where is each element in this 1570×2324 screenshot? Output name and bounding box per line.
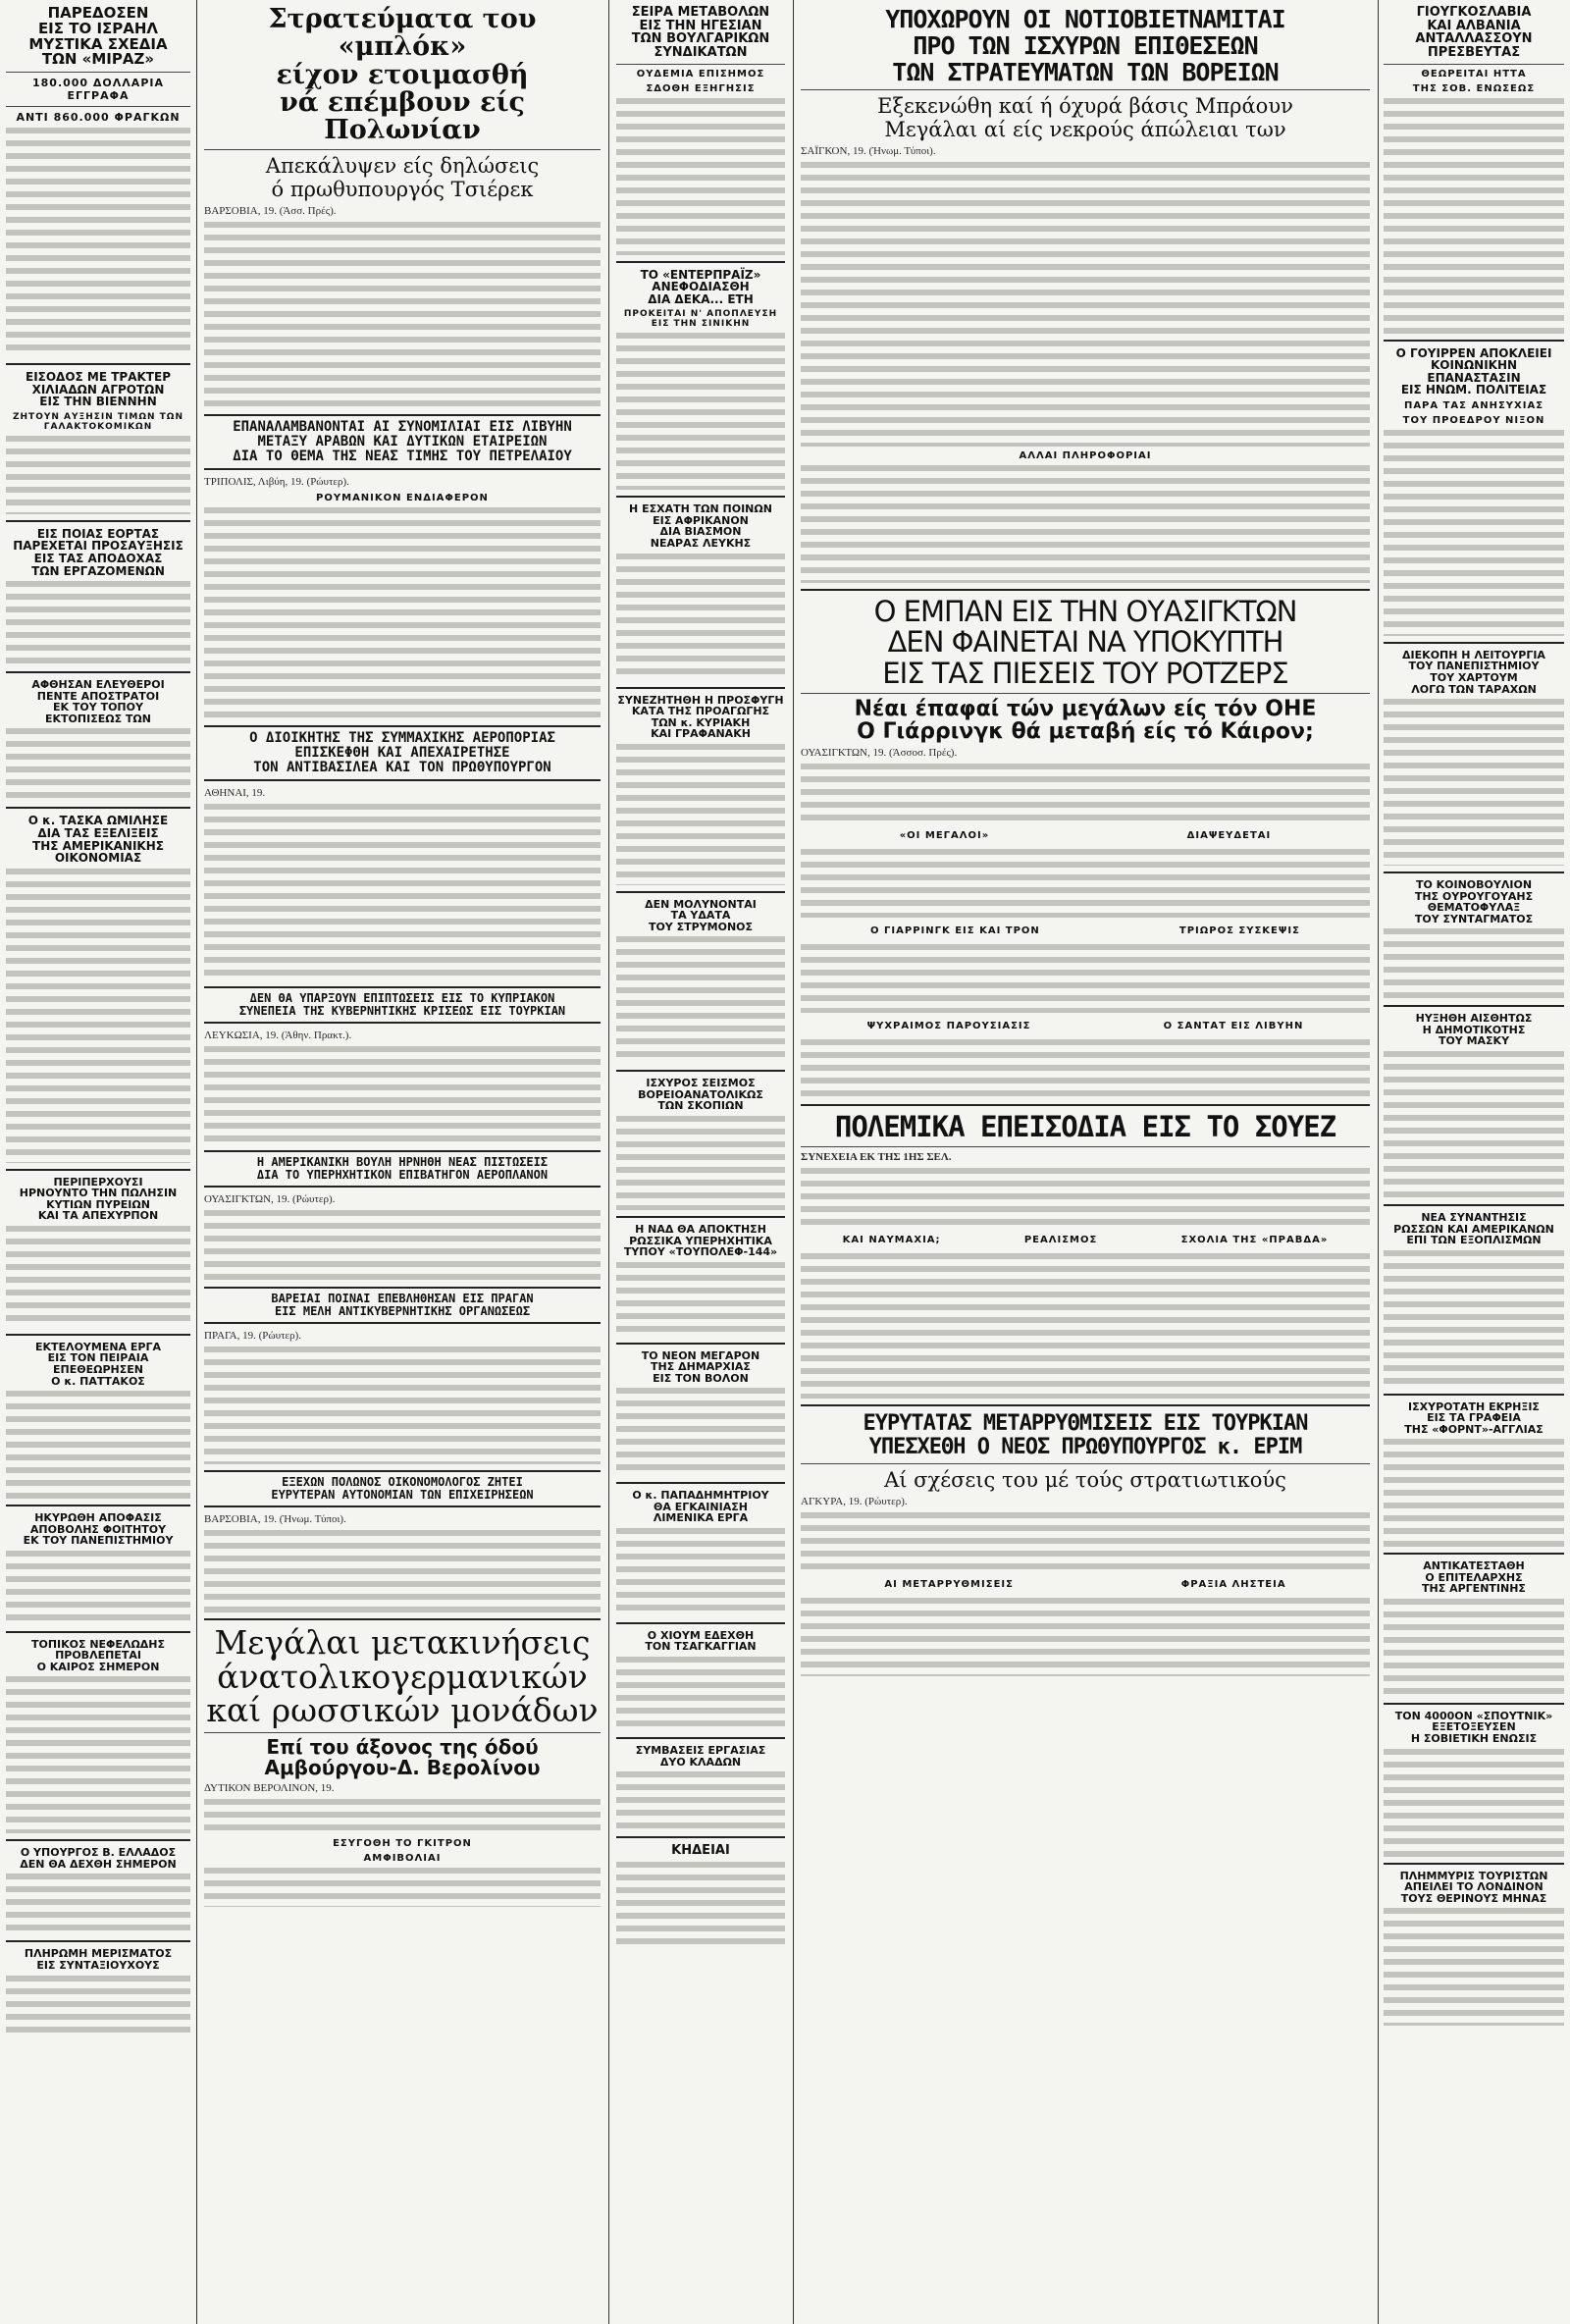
article-body — [1384, 98, 1564, 334]
column-rule — [608, 0, 609, 2324]
headline-col3-12: ΚΗΔΕΙΑΙ — [671, 1843, 730, 1859]
article-body — [801, 1253, 1370, 1399]
article-body — [616, 936, 785, 1064]
headline-col2-2: ΕΠΑΝΑΛΑΜΒΑΝΟΝΤΑΙ ΑΙ ΣΥΝΟΜΙΛΙΑΙ ΕΙΣ ΛΙΒΥΗΝ ΜΕΤΑΞΥ ΑΡΑΒΩΝ ΚΑΙ ΔΥΤΙΚΩΝ ΕΤΑΙΡΕΙΩΝ ΔΙΑ ΤΟ ΘΕΜΑ ΤΗΣ ΝΕΑΣ ΤΙΜΗΣ ΤΟΥ ΠΕΤΡΕΛΑΙΟΥ — [204, 414, 601, 470]
article-body — [1384, 1908, 1564, 2026]
article-body — [616, 1116, 785, 1210]
article-body — [204, 222, 601, 408]
headline-col5-1: ΓΙΟΥΓΚΟΣΛΑΒΙΑ ΚΑΙ ΑΛΒΑΝΙΑ ΑΝΤΑΛΛΑΣΣΟΥΝ ΠΡΕΣΒΕΥΤΑΣ — [1415, 5, 1533, 60]
article-body — [616, 1262, 785, 1337]
article-body — [204, 1530, 601, 1612]
article-body — [204, 1347, 601, 1464]
headline-col3-2: ΤΟ «ΕΝΤΕΡΠΡΑΪΖ» ΑΝΕΦΟΔΙΑΣΘΗ ΔΙΑ ΔΕΚΑ... ΕΤΗ — [640, 267, 761, 306]
headline-col2-5: Η ΑΜΕΡΙΚΑΝΙΚΗ ΒΟΥΛΗ ΗΡΝΗΘΗ ΝΕΑΣ ΠΙΣΤΩΣΕΙΣ ΔΙΑ ΤΟ ΥΠΕΡΗΧΗΤΙΚΟΝ ΕΠΙΒΑΤΗΓΟΝ ΑΕΡΟΠΛΑΝΟΝ — [204, 1150, 601, 1188]
article-body — [6, 869, 190, 1163]
headline-col3-10: Ο ΧΙΟΥΜ ΕΔΕΧΘΗ ΤΟΝ ΤΣΑΓΚΑΓΓΙΑΝ — [645, 1628, 757, 1654]
article-body — [616, 98, 785, 255]
article-body — [801, 764, 1370, 822]
column-1: ΠΑΡΕΔΟΣΕΝ ΕΙΣ ΤΟ ΙΣΡΑΗΛ ΜΥΣΤΙΚΑ ΣΧΕΔΙΑ ΤΩΝ «ΜΙΡΑΖ» 180.000 ΔΟΛΛΑΡΙΑ ΕΓΓΡΑΦΑ ΑΝΤΙ 860.000 ΦΡΑΓΚΩΝ ΕΙΣΟΔΟΣ ΜΕ ΤΡΑΚΤΕΡ ΧΙΛΙΑΔΩΝ ΑΓΡΟΤΩΝ ΕΙΣ ΤΗΝ ΒΙΕΝΝΗΝ ΖΗΤΟΥΝ ΑΥΞΗΣΙΝ ΤΙΜΩΝ ΤΩΝ ΓΑΛΑΚΤΟΚΟΜΙΚΩΝ ΕΙΣ ΠΟΙΑΣ ΕΟΡΤΑΣ ΠΑΡΕΧΕΤΑΙ ΠΡΟΣΑΥΞΗΣΙΣ ΕΙΣ ΤΑΣ ΑΠΟΔΟΧΑΣ ΤΩΝ ΕΡΓΑΖΟΜΕΝΩΝ ΑΦΘΗΣΑΝ ΕΛΕΥΘΕΡΟΙ ΠΕΝΤΕ ΑΠΟΣΤΡΑΤΟΙ ΕΚ ΤΟΥ ΤΟΠΟΥ ΕΚΤΟΠΙΣΕΩΣ ΤΩΝ Ο κ. ΤΑΣΚΑ ΩΜΙΛΗΣΕ ΔΙΑ ΤΑΣ ΕΞΕΛΙΞΕΙΣ ΤΗΣ ΑΜΕΡΙΚΑΝΙΚΗΣ ΟΙΚΟΝΟΜΙΑΣ ΠΕΡΙΠΕΡΧΟΥΣΙ ΗΡΝΟΥΝΤΟ ΤΗΝ ΠΩΛΗΣΙΝ ΚΥΤΙΩΝ ΠΥΡΕΙΩΝ ΚΑΙ ΤΑ ΑΠΕΧΥΡΠΟΝ ΕΚΤΕΛΟΥΜΕΝΑ ΕΡΓΑ ΕΙΣ ΤΟΝ ΠΕΙΡΑΙΑ ΕΠΕΘΕΩΡΗΣΕΝ Ο κ. ΠΑΤΤΑΚΟΣ ΗΚΥΡΩΘΗ ΑΠΟΦΑΣΙΣ ΑΠΟΒΟΛΗΣ ΦΟΙΤΗΤΟΥ ΕΚ ΤΟΥ ΠΑΝΕΠΙΣΤΗΜΙΟΥ ΤΟΠΙΚΟΣ ΝΕΦΕΛΩΔΗΣ ΠΡΟΒΛΕΠΕΤΑΙ Ο ΚΑΙΡΟΣ ΣΗΜΕΡΟΝ Ο ΥΠΟΥΡΓΟΣ Β. ΕΛΛΑΔΟΣ ΔΕΝ ΘΑ ΔΕΧΘΗ ΣΗΜΕΡΟΝ ΠΛΗΡΩΜΗ ΜΕΡΙΣΜΑΤΟΣ ΕΙΣ ΣΥΝΤΑΞΙΟΥΧΟΥΣ — [6, 0, 190, 2038]
article-body — [801, 1598, 1370, 1676]
headline-col3-8: ΤΟ ΝΕΟΝ ΜΕΓΑΡΟΝ ΤΗΣ ΔΗΜΑΡΧΙΑΣ ΕΙΣ ΤΟΝ ΒΟΛΟΝ — [641, 1348, 760, 1385]
article-body — [801, 1039, 1370, 1098]
headline-col3-1: ΣΕΙΡΑ ΜΕΤΑΒΟΛΩΝ ΕΙΣ ΤΗΝ ΗΓΕΣΙΑΝ ΤΩΝ ΒΟΥΛΓΑΡΙΚΩΝ ΣΥΝΔΙΚΑΤΩΝ — [631, 5, 770, 60]
headline-col1-7: ΕΚΤΕΛΟΥΜΕΝΑ ΕΡΓΑ ΕΙΣ ΤΟΝ ΠΕΙΡΑΙΑ ΕΠΕΘΕΩΡΗΣΕΝ Ο κ. ΠΑΤΤΑΚΟΣ — [35, 1340, 161, 1388]
article-body — [801, 162, 1370, 447]
article-body — [616, 744, 785, 885]
headline-col5-5: ΗΥΞΗΘΗ ΑΙΣΘΗΤΩΣ Η ΔΗΜΟΤΙΚΟΤΗΣ ΤΟΥ ΜΑΣΚΥ — [1415, 1012, 1533, 1048]
article-body — [1384, 699, 1564, 866]
article-body — [6, 581, 190, 665]
article-body — [204, 1799, 601, 1834]
article-body — [6, 1391, 190, 1499]
headline-col3-3: Η ΕΣΧΑΤΗ ΤΩΝ ΠΟΙΝΩΝ ΕΙΣ ΑΦΡΙΚΑΝΟΝ ΔΙΑ ΒΙΑΣΜΟΝ ΝΕΑΡΑΣ ΛΕΥΚΗΣ — [629, 502, 772, 550]
headline-col1-3: ΕΙΣ ΠΟΙΑΣ ΕΟΡΤΑΣ ΠΑΡΕΧΕΤΑΙ ΠΡΟΣΑΥΞΗΣΙΣ ΕΙΣ ΤΑΣ ΑΠΟΔΟΧΑΣ ΤΩΝ ΕΡΓΑΖΟΜΕΝΩΝ — [13, 526, 183, 578]
headline-col4-4: ΕΥΡΥΤΑΤΑΣ ΜΕΤΑΡΡΥΘΜΙΣΕΙΣ ΕΙΣ ΤΟΥΡΚΙΑΝ ΥΠΕΣΧΕΘΗ Ο ΝΕΟΣ ΠΡΩΘΥΠΟΥΡΓΟΣ κ. ΕΡΙΜ — [863, 1411, 1308, 1460]
article-body — [1384, 430, 1564, 636]
headline-col2-1: Στρατεύματα του «μπλόκ» είχον ετοιμασθή νά επέμβουν είς Πολωνίαν — [268, 4, 537, 146]
article-body — [204, 1046, 601, 1144]
headline-col5-7: ΙΣΧΥΡΟΤΑΤΗ ΕΚΡΗΞΙΣ ΕΙΣ ΤΑ ΓΡΑΦΕΙΑ ΤΗΣ «ΦΟΡΝΤ»-ΑΓΓΛΙΑΣ — [1404, 1400, 1544, 1436]
headline-col5-4: ΤΟ ΚΟΙΝΟΒΟΥΛΙΟΝ ΤΗΣ ΟΥΡΟΥΓΟΥΑΗΣ ΘΕΜΑΤΟΦΥΛΑΞ ΤΟΥ ΣΥΝΤΑΓΜΑΤΟΣ — [1414, 878, 1534, 925]
column-4: ΥΠΟΧΩΡΟΥΝ ΟΙ ΝΟΤΙΟΒΙΕΤΝΑΜΙΤΑΙ ΠΡΟ ΤΩΝ ΙΣΧΥΡΩΝ ΕΠΙΘΕΣΕΩΝ ΤΩΝ ΣΤΡΑΤΕΥΜΑΤΩΝ ΤΩΝ ΒΟΡΕΙΩΝ Εξεκενώθη καί ή όχυρά βάσις Μπράουν Μεγάλαι αί είς νεκρούς άπώλειαι των ΣΑΪΓΚΟΝ, 19. (Ήνωμ. Τύποι). ΑΛΛΑΙ ΠΛΗΡΟΦΟΡΙΑΙ Ο ΕΜΠΑΝ ΕΙΣ ΤΗΝ ΟΥΑΣΙΓΚΤΩΝ ΔΕΝ ΦΑΙΝΕΤΑΙ ΝΑ ΥΠΟΚΥΠΤΗ ΕΙΣ ΤΑΣ ΠΙΕΣΕΙΣ ΤΟΥ ΡΟΤΖΕΡΣ Νέαι έπαφαί τών μεγάλων είς τόν ΟΗΕ Ο Γιάρρινγκ θά μεταβή είς τό Κάιρον; ΟΥΑΣΙΓΚΤΩΝ, 19. (Άσσοσ. Πρές). «ΟΙ ΜΕΓΑΛΟΙ» ΔΙΑΨΕΥΔΕΤΑΙ Ο ΓΙΑΡΡΙΝΓΚ ΕΙΣ ΚΑΙ ΤΡΟΝ ΤΡΙΩΡΟΣ ΣΥΣΚΕΨΙΣ ΨΥΧΡΑΙΜΟΣ ΠΑΡΟΥΣΙΑΣΙΣ Ο ΣΑΝΤΑΤ ΕΙΣ ΛΙΒΥΗΝ ΠΟΛΕΜΙΚΑ ΕΠΕΙΣΟΔΙΑ ΕΙΣ ΤΟ ΣΟΥΕΖ ΣΥΝΕΧΕΙΑ ΕΚ ΤΗΣ 1ΗΣ ΣΕΛ. ΚΑΙ ΝΑΥΜΑΧΙΑ; ΡΕΑΛΙΣΜΟΣ ΣΧΟΛΙΑ ΤΗΣ «ΠΡΑΒΔΑ» ΕΥΡΥΤΑΤΑΣ ΜΕΤΑΡΡΥΘΜΙΣΕΙΣ ΕΙΣ ΤΟΥΡΚΙΑΝ ΥΠΕΣΧΕΘΗ Ο ΝΕΟΣ ΠΡΩΘΥΠΟΥΡΓΟΣ κ. ΕΡΙΜ Αί σχέσεις του μέ τούς στρατιωτικούς ΑΓΚΥΡΑ, 19. (Ρώυτερ). ΑΙ ΜΕΤΑΡΡΥΘΜΙΣΕΙΣ ΦΡΑΞΙΑ ΛΗΣΤΕΙΑ — [801, 0, 1370, 1680]
article-body — [801, 1168, 1370, 1227]
headline-col5-8: ΑΝΤΙΚΑΤΕΣΤΑΘΗ Ο ΕΠΙΤΕΛΑΡΧΗΣ ΤΗΣ ΑΡΓΕΝΤΙΝΗΣ — [1422, 1559, 1526, 1596]
article-body — [616, 1862, 785, 1950]
column-2: Στρατεύματα του «μπλόκ» είχον ετοιμασθή νά επέμβουν είς Πολωνίαν Απεκάλυψεν είς δηλώσεις ό πρωθυπουργός Τσιέρεκ ΒΑΡΣΟΒΙΑ, 19. (Άσσ. Πρές). ΕΠΑΝΑΛΑΜΒΑΝΟΝΤΑΙ ΑΙ ΣΥΝΟΜΙΛΙΑΙ ΕΙΣ ΛΙΒΥΗΝ ΜΕΤΑΞΥ ΑΡΑΒΩΝ ΚΑΙ ΔΥΤΙΚΩΝ ΕΤΑΙΡΕΙΩΝ ΔΙΑ ΤΟ ΘΕΜΑ ΤΗΣ ΝΕΑΣ ΤΙΜΗΣ ΤΟΥ ΠΕΤΡΕΛΑΙΟΥ ΤΡΙΠΟΛΙΣ, Λιβύη, 19. (Ρώυτερ). ΡΟΥΜΑΝΙΚΟΝ ΕΝΔΙΑΦΕΡΟΝ Ο ΔΙΟΙΚΗΤΗΣ ΤΗΣ ΣΥΜΜΑΧΙΚΗΣ ΑΕΡΟΠΟΡΙΑΣ ΕΠΙΣΚΕΦΘΗ ΚΑΙ ΑΠΕΧΑΙΡΕΤΗΣΕ ΤΟΝ ΑΝΤΙΒΑΣΙΛΕΑ ΚΑΙ ΤΟΝ ΠΡΩΘΥΠΟΥΡΓΟΝ ΑΘΗΝΑΙ, 19. ΔΕΝ ΘΑ ΥΠΑΡΞΟΥΝ ΕΠΙΠΤΩΣΕΙΣ ΕΙΣ ΤΟ ΚΥΠΡΙΑΚΟΝ ΣΥΝΕΠΕΙΑ ΤΗΣ ΚΥΒΕΡΝΗΤΙΚΗΣ ΚΡΙΣΕΩΣ ΕΙΣ ΤΟΥΡΚΙΑΝ ΛΕΥΚΩΣΙΑ, 19. (Άθην. Πρακτ.). Η ΑΜΕΡΙΚΑΝΙΚΗ ΒΟΥΛΗ ΗΡΝΗΘΗ ΝΕΑΣ ΠΙΣΤΩΣΕΙΣ ΔΙΑ ΤΟ ΥΠΕΡΗΧΗΤΙΚΟΝ ΕΠΙΒΑΤΗΓΟΝ ΑΕΡΟΠΛΑΝΟΝ ΟΥΑΣΙΓΚΤΩΝ, 19. (Ρώυτερ). ΒΑΡΕΙΑΙ ΠΟΙΝΑΙ ΕΠΕΒΛΗΘΗΣΑΝ ΕΙΣ ΠΡΑΓΑΝ ΕΙΣ ΜΕΛΗ ΑΝΤΙΚΥΒΕΡΝΗΤΙΚΗΣ ΟΡΓΑΝΩΣΕΩΣ ΠΡΑΓΑ, 19. (Ρώυτερ). ΕΞΕΧΩΝ ΠΟΛΩΝΟΣ ΟΙΚΟΝΟΜΟΛΟΓΟΣ ΖΗΤΕΙ ΕΥΡΥΤΕΡΑΝ ΑΥΤΟΝΟΜΙΑΝ ΤΩΝ ΕΠΙΧΕΙΡΗΣΕΩΝ ΒΑΡΣΟΒΙΑ, 19. (Ήνωμ. Τύποι). Μεγάλαι μετακινήσεις άνατολικογερμανικών καί ρωσσικών μονάδων Επί του άξονος της όδού Αμβούργου-Δ. Βερολίνου ΔΥΤΙΚΟΝ ΒΕΡΟΛΙΝΟΝ, 19. ΕΣΥΓΟΘΗ ΤΟ ΓΚΙΤΡΟΝ ΑΜΦΙΒΟΛΙΑΙ — [204, 0, 601, 1911]
headline-col1-11: ΠΛΗΡΩΜΗ ΜΕΡΙΣΜΑΤΟΣ ΕΙΣ ΣΥΝΤΑΞΙΟΥΧΟΥΣ — [24, 1947, 173, 1973]
headline-col3-11: ΣΥΜΒΑΣΕΙΣ ΕΡΓΑΣΙΑΣ ΔΥΟ ΚΛΑΔΩΝ — [635, 1744, 766, 1769]
article-body — [616, 1528, 785, 1616]
article-body — [616, 1771, 785, 1830]
headline-col1-1: ΠΑΡΕΔΟΣΕΝ ΕΙΣ ΤΟ ΙΣΡΑΗΛ ΜΥΣΤΙΚΑ ΣΧΕΔΙΑ ΤΩΝ «ΜΙΡΑΖ» — [28, 4, 168, 69]
article-body — [1384, 1250, 1564, 1388]
headline-col2-4: ΔΕΝ ΘΑ ΥΠΑΡΞΟΥΝ ΕΠΙΠΤΩΣΕΙΣ ΕΙΣ ΤΟ ΚΥΠΡΙΑΚΟΝ ΣΥΝΕΠΕΙΑ ΤΗΣ ΚΥΒΕΡΝΗΤΙΚΗΣ ΚΡΙΣΕΩΣ ΕΙΣ ΤΟΥΡΚΙΑΝ — [204, 986, 601, 1024]
article-body — [6, 1976, 190, 2034]
headline-col2-3: Ο ΔΙΟΙΚΗΤΗΣ ΤΗΣ ΣΥΜΜΑΧΙΚΗΣ ΑΕΡΟΠΟΡΙΑΣ ΕΠΙΣΚΕΦΘΗ ΚΑΙ ΑΠΕΧΑΙΡΕΤΗΣΕ ΤΟΝ ΑΝΤΙΒΑΣΙΛΕΑ ΚΑΙ ΤΟΝ ΠΡΩΘΥΠΟΥΡΓΟΝ — [204, 725, 601, 781]
headline-col3-6: ΙΣΧΥΡΟΣ ΣΕΙΣΜΟΣ ΒΟΡΕΙΟΑΝΑΤΟΛΙΚΩΣ ΤΩΝ ΣΚΟΠΙΩΝ — [638, 1077, 763, 1113]
article-body — [1384, 1051, 1564, 1198]
headline-col1-8: ΗΚΥΡΩΘΗ ΑΠΟΦΑΣΙΣ ΑΠΟΒΟΛΗΣ ΦΟΙΤΗΤΟΥ ΕΚ ΤΟΥ ΠΑΝΕΠΙΣΤΗΜΙΟΥ — [23, 1511, 174, 1548]
article-body — [204, 804, 601, 980]
headline-col1-4: ΑΦΘΗΣΑΝ ΕΛΕΥΘΕΡΟΙ ΠΕΝΤΕ ΑΠΟΣΤΡΑΤΟΙ ΕΚ ΤΟΥ ΤΟΠΟΥ ΕΚΤΟΠΙΣΕΩΣ ΤΩΝ — [31, 678, 165, 725]
headline-col5-3: ΔΙΕΚΟΠΗ Η ΛΕΙΤΟΥΡΓΙΑ ΤΟΥ ΠΑΝΕΠΙΣΤΗΜΙΟΥ ΤΟΥ ΧΑΡΤΟΥΜ ΛΟΓΩ ΤΩΝ ΤΑΡΑΧΩΝ — [1402, 648, 1545, 696]
headline-col1-10: Ο ΥΠΟΥΡΓΟΣ Β. ΕΛΛΑΔΟΣ ΔΕΝ ΘΑ ΔΕΧΘΗ ΣΗΜΕΡΟΝ — [20, 1846, 177, 1871]
headline-col1-6: ΠΕΡΙΠΕΡΧΟΥΣΙ ΗΡΝΟΥΝΤΟ ΤΗΝ ΠΩΛΗΣΙΝ ΚΥΤΙΩΝ ΠΥΡΕΙΩΝ ΚΑΙ ΤΑ ΑΠΕΧΥΡΠΟΝ — [19, 1175, 178, 1223]
headline-col4-1: ΥΠΟΧΩΡΟΥΝ ΟΙ ΝΟΤΙΟΒΙΕΤΝΑΜΙΤΑΙ ΠΡΟ ΤΩΝ ΙΣΧΥΡΩΝ ΕΠΙΘΕΣΕΩΝ ΤΩΝ ΣΤΡΑΤΕΥΜΑΤΩΝ ΤΩΝ ΒΟΡΕΙΩΝ — [885, 5, 1285, 86]
article-body — [1384, 1439, 1564, 1547]
headline-col4-2: Ο ΕΜΠΑΝ ΕΙΣ ΤΗΝ ΟΥΑΣΙΓΚΤΩΝ ΔΕΝ ΦΑΙΝΕΤΑΙ ΝΑ ΥΠΟΚΥΠΤΗ ΕΙΣ ΤΑΣ ΠΙΕΣΕΙΣ ΤΟΥ ΡΟΤΖΕΡΣ — [873, 595, 1297, 690]
headline-col1-9: ΤΟΠΙΚΟΣ ΝΕΦΕΛΩΔΗΣ ΠΡΟΒΛΕΠΕΤΑΙ Ο ΚΑΙΡΟΣ ΣΗΜΕΡΟΝ — [30, 1637, 166, 1673]
article-body — [1384, 1599, 1564, 1697]
article-body — [204, 1210, 601, 1281]
headline-col2-8: Μεγάλαι μετακινήσεις άνατολικογερμανικών καί ρωσσικών μονάδων — [206, 1623, 599, 1730]
article-body — [616, 333, 785, 490]
headline-col5-6: ΝΕΑ ΣΥΝΑΝΤΗΣΙΣ ΡΩΣΣΩΝ ΚΑΙ ΑΜΕΡΙΚΑΝΩΝ ΕΠΙ ΤΩΝ ΕΞΟΠΛΙΣΜΩΝ — [1393, 1210, 1554, 1247]
article-body — [1384, 1749, 1564, 1857]
article-body — [6, 1551, 190, 1625]
column-5: ΓΙΟΥΓΚΟΣΛΑΒΙΑ ΚΑΙ ΑΛΒΑΝΙΑ ΑΝΤΑΛΛΑΣΣΟΥΝ ΠΡΕΣΒΕΥΤΑΣ ΘΕΩΡΕΙΤΑΙ ΗΤΤΑ ΤΗΣ ΣΟΒ. ΕΝΩΣΕΩΣ Ο ΓΟΥΙΡΡΕΝ ΑΠΟΚΛΕΙΕΙ ΚΟΙΝΩΝΙΚΗΝ ΕΠΑΝΑΣΤΑΣΙΝ ΕΙΣ ΗΝΩΜ. ΠΟΛΙΤΕΙΑΣ ΠΑΡΑ ΤΑΣ ΑΝΗΣΥΧΙΑΣ ΤΟΥ ΠΡΟΕΔΡΟΥ ΝΙΞΟΝ ΔΙΕΚΟΠΗ Η ΛΕΙΤΟΥΡΓΙΑ ΤΟΥ ΠΑΝΕΠΙΣΤΗΜΙΟΥ ΤΟΥ ΧΑΡΤΟΥΜ ΛΟΓΩ ΤΩΝ ΤΑΡΑΧΩΝ ΤΟ ΚΟΙΝΟΒΟΥΛΙΟΝ ΤΗΣ ΟΥΡΟΥΓΟΥΑΗΣ ΘΕΜΑΤΟΦΥΛΑΞ ΤΟΥ ΣΥΝΤΑΓΜΑΤΟΣ ΗΥΞΗΘΗ ΑΙΣΘΗΤΩΣ Η ΔΗΜΟΤΙΚΟΤΗΣ ΤΟΥ ΜΑΣΚΥ ΝΕΑ ΣΥΝΑΝΤΗΣΙΣ ΡΩΣΣΩΝ ΚΑΙ ΑΜΕΡΙΚΑΝΩΝ ΕΠΙ ΤΩΝ ΕΞΟΠΛΙΣΜΩΝ ΙΣΧΥΡΟΤΑΤΗ ΕΚΡΗΞΙΣ ΕΙΣ ΤΑ ΓΡΑΦΕΙΑ ΤΗΣ «ΦΟΡΝΤ»-ΑΓΓΛΙΑΣ ΑΝΤΙΚΑΤΕΣΤΑΘΗ Ο ΕΠΙΤΕΛΑΡΧΗΣ ΤΗΣ ΑΡΓΕΝΤΙΝΗΣ ΤΟΝ 4000ΟΝ «ΣΠΟΥΤΝΙΚ» ΕΞΕΤΟΞΕΥΣΕΝ Η ΣΟΒΙΕΤΙΚΗ ΕΝΩΣΙΣ ΠΛΗΜΜΥΡΙΣ ΤΟΥΡΙΣΤΩΝ ΑΠΕΙΛΕΙ ΤΟ ΛΟΝΔΙΝΟΝ ΤΟΥΣ ΘΕΡΙΝΟΥΣ ΜΗΝΑΣ — [1384, 0, 1564, 2030]
headline-col3-9: Ο κ. ΠΑΠΑΔΗΜΗΤΡΙΟΥ ΘΑ ΕΓΚΑΙΝΙΑΣΗ ΛΙΜΕΝΙΚΑ ΕΡΓΑ — [632, 1489, 769, 1525]
article-body — [204, 1868, 601, 1907]
article-body — [616, 1657, 785, 1731]
article-body — [616, 554, 785, 681]
headline-col5-2: Ο ΓΟΥΙΡΡΕΝ ΑΠΟΚΛΕΙΕΙ ΚΟΙΝΩΝΙΚΗΝ ΕΠΑΝΑΣΤΑΣΙΝ ΕΙΣ ΗΝΩΜ. ΠΟΛΙΤΕΙΑΣ — [1395, 345, 1552, 397]
column-rule — [1378, 0, 1379, 2324]
article-body — [6, 1226, 190, 1328]
column-rule — [793, 0, 794, 2324]
headline-col4-3: ΠΟΛΕΜΙΚΑ ΕΠΕΙΣΟΔΙΑ ΕΙΣ ΤΟ ΣΟΥΕΖ — [834, 1110, 1336, 1144]
headline-col1-5: Ο κ. ΤΑΣΚΑ ΩΜΙΛΗΣΕ ΔΙΑ ΤΑΣ ΕΞΕΛΙΞΕΙΣ ΤΗΣ ΑΜΕΡΙΚΑΝΙΚΗΣ ΟΙΚΟΝΟΜΙΑΣ — [27, 814, 169, 866]
headline-col2-6: ΒΑΡΕΙΑΙ ΠΟΙΝΑΙ ΕΠΕΒΛΗΘΗΣΑΝ ΕΙΣ ΠΡΑΓΑΝ ΕΙΣ ΜΕΛΗ ΑΝΤΙΚΥΒΕΡΝΗΤΙΚΗΣ ΟΡΓΑΝΩΣΕΩΣ — [204, 1287, 601, 1324]
headline-col3-4: ΣΥΝΕΖΗΤΗΘΗ Η ΠΡΟΣΦΥΓΗ ΚΑΤΑ ΤΗΣ ΠΡΟΑΓΩΓΗΣ ΤΩΝ κ. ΚΥΡΙΑΚΗ ΚΑΙ ΓΡΑΦΑΝΑΚΗ — [617, 693, 784, 741]
column-rule — [196, 0, 197, 2324]
column-3: ΣΕΙΡΑ ΜΕΤΑΒΟΛΩΝ ΕΙΣ ΤΗΝ ΗΓΕΣΙΑΝ ΤΩΝ ΒΟΥΛΓΑΡΙΚΩΝ ΣΥΝΔΙΚΑΤΩΝ ΟΥΔΕΜΙΑ ΕΠΙΣΗΜΟΣ ΣΔΟΘΗ ΕΞΗΓΗΣΙΣ ΤΟ «ΕΝΤΕΡΠΡΑΪΖ» ΑΝΕΦΟΔΙΑΣΘΗ ΔΙΑ ΔΕΚΑ... ΕΤΗ ΠΡΟΚΕΙΤΑΙ Ν' ΑΠΟΠΛΕΥΣΗ ΕΙΣ ΤΗΝ ΣΙΝΙΚΗΝ Η ΕΣΧΑΤΗ ΤΩΝ ΠΟΙΝΩΝ ΕΙΣ ΑΦΡΙΚΑΝΟΝ ΔΙΑ ΒΙΑΣΜΟΝ ΝΕΑΡΑΣ ΛΕΥΚΗΣ ΣΥΝΕΖΗΤΗΘΗ Η ΠΡΟΣΦΥΓΗ ΚΑΤΑ ΤΗΣ ΠΡΟΑΓΩΓΗΣ ΤΩΝ κ. ΚΥΡΙΑΚΗ ΚΑΙ ΓΡΑΦΑΝΑΚΗ ΔΕΝ ΜΟΛΥΝΟΝΤΑΙ ΤΑ ΥΔΑΤΑ ΤΟΥ ΣΤΡΥΜΟΝΟΣ ΙΣΧΥΡΟΣ ΣΕΙΣΜΟΣ ΒΟΡΕΙΟΑΝΑΤΟΛΙΚΩΣ ΤΩΝ ΣΚΟΠΙΩΝ Η ΝΑΔ ΘΑ ΑΠΟΚΤΗΣΗ ΡΩΣΣΙΚΑ ΥΠΕΡΗΧΗΤΙΚΑ ΤΥΠΟΥ «ΤΟΥΠΟΛΕΦ-144» ΤΟ ΝΕΟΝ ΜΕΓΑΡΟΝ ΤΗΣ ΔΗΜΑΡΧΙΑΣ ΕΙΣ ΤΟΝ ΒΟΛΟΝ Ο κ. ΠΑΠΑΔΗΜΗΤΡΙΟΥ ΘΑ ΕΓΚΑΙΝΙΑΣΗ ΛΙΜΕΝΙΚΑ ΕΡΓΑ Ο ΧΙΟΥΜ ΕΔΕΧΘΗ ΤΟΝ ΤΣΑΓΚΑΓΓΙΑΝ ΣΥΜΒΑΣΕΙΣ ΕΡΓΑΣΙΑΣ ΔΥΟ ΚΛΑΔΩΝ ΚΗΔΕΙΑΙ — [616, 0, 785, 1954]
article-body — [204, 507, 601, 719]
article-body — [801, 944, 1370, 1013]
article-body — [6, 128, 190, 357]
article-body — [6, 1874, 190, 1934]
headline-col2-7: ΕΞΕΧΩΝ ΠΟΛΩΝΟΣ ΟΙΚΟΝΟΜΟΛΟΓΟΣ ΖΗΤΕΙ ΕΥΡΥΤΕΡΑΝ ΑΥΤΟΝΟΜΙΑΝ ΤΩΝ ΕΠΙΧΕΙΡΗΣΕΩΝ — [204, 1470, 601, 1507]
article-body — [6, 1676, 190, 1833]
article-body — [801, 849, 1370, 918]
article-body — [6, 728, 190, 801]
headline-col3-5: ΔΕΝ ΜΟΛΥΝΟΝΤΑΙ ΤΑ ΥΔΑΤΑ ΤΟΥ ΣΤΡΥΜΟΝΟΣ — [645, 897, 757, 933]
article-body — [616, 1388, 785, 1476]
article-body — [6, 436, 190, 514]
article-body — [801, 465, 1370, 583]
article-body — [1384, 928, 1564, 999]
headline-col3-7: Η ΝΑΔ ΘΑ ΑΠΟΚΤΗΣΗ ΡΩΣΣΙΚΑ ΥΠΕΡΗΧΗΤΙΚΑ ΤΥΠΟΥ «ΤΟΥΠΟΛΕΦ-144» — [623, 1223, 778, 1259]
article-body — [801, 1512, 1370, 1571]
headline-col1-2: ΕΙΣΟΔΟΣ ΜΕ ΤΡΑΚΤΕΡ ΧΙΛΙΑΔΩΝ ΑΓΡΟΤΩΝ ΕΙΣ ΤΗΝ ΒΙΕΝΝΗΝ — [26, 370, 171, 409]
headline-col5-9: ΤΟΝ 4000ΟΝ «ΣΠΟΥΤΝΙΚ» ΕΞΕΤΟΞΕΥΣΕΝ Η ΣΟΒΙΕΤΙΚΗ ΕΝΩΣΙΣ — [1394, 1709, 1553, 1745]
headline-col5-10: ΠΛΗΜΜΥΡΙΣ ΤΟΥΡΙΣΤΩΝ ΑΠΕΙΛΕΙ ΤΟ ΛΟΝΔΙΝΟΝ ΤΟΥΣ ΘΕΡΙΝΟΥΣ ΜΗΝΑΣ — [1399, 1869, 1548, 1905]
